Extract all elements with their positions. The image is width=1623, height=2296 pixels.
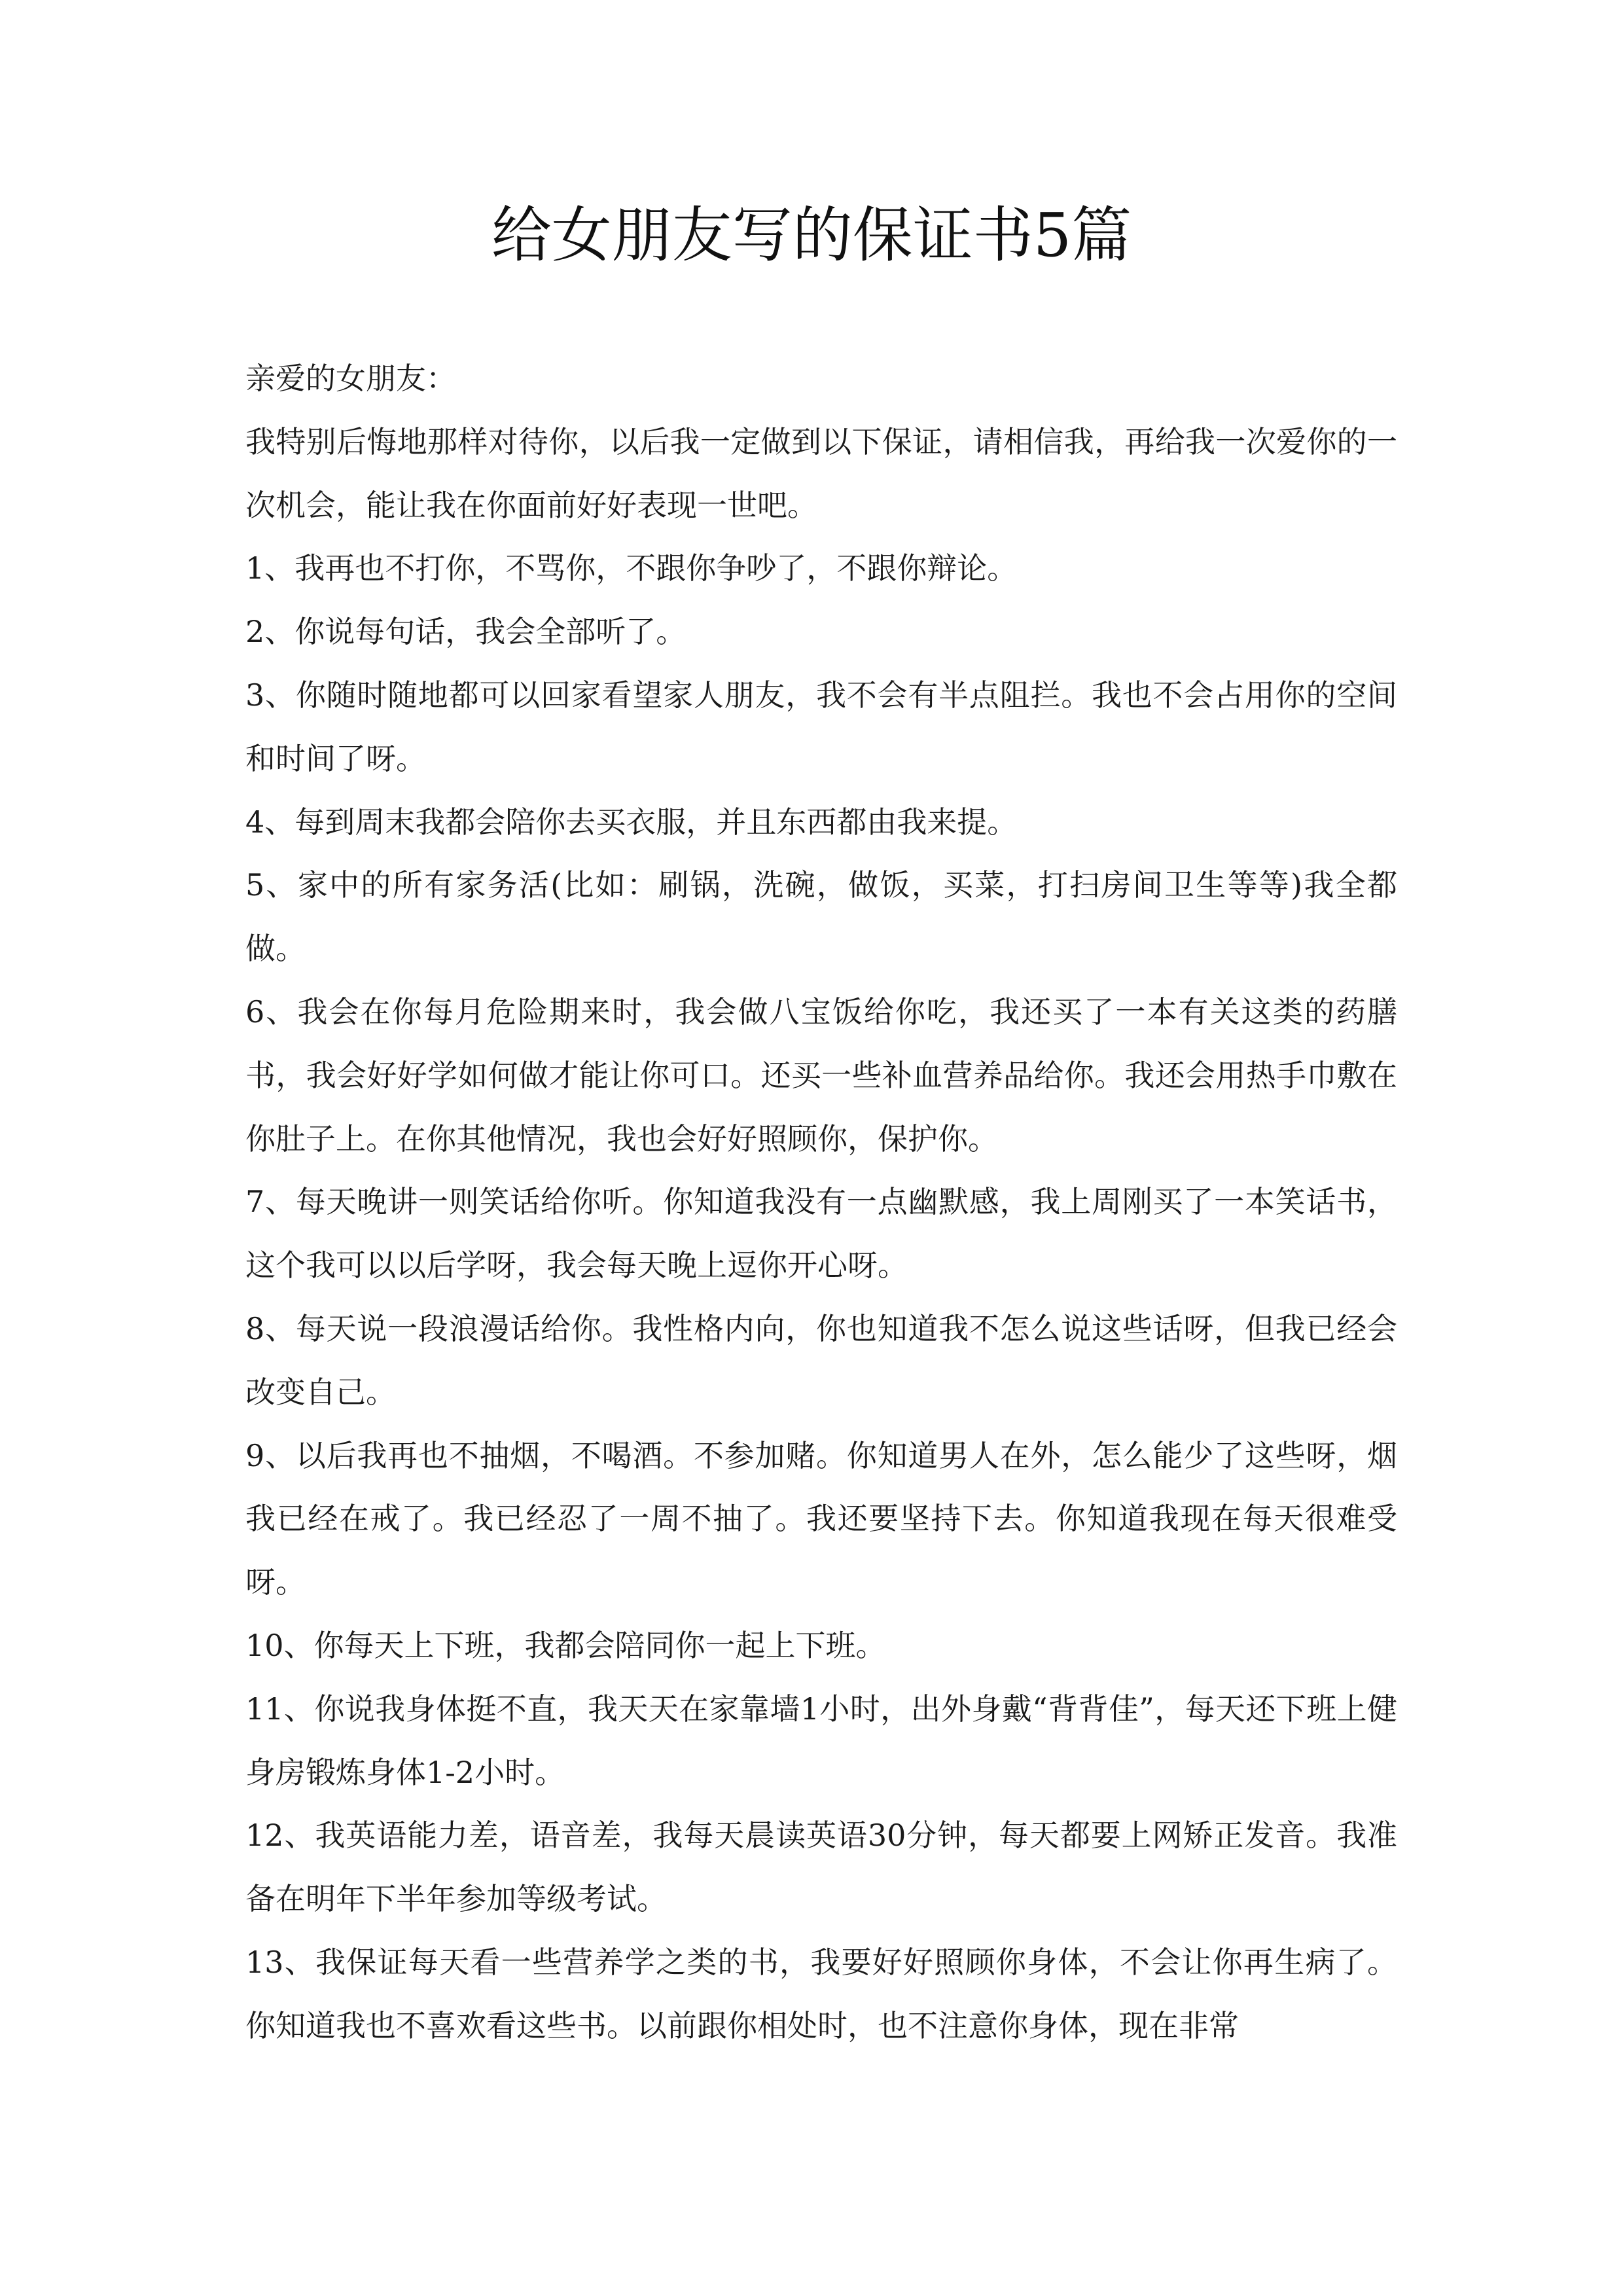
- pledge-item-4: 4、每到周末我都会陪你去买衣服，并且东西都由我来提。: [245, 804, 1018, 840]
- pledge-item-9: 9、以后我再也不抽烟，不喝酒。不参加赌。你知道男人在外，怎么能少了这些呀，烟我已经在戒了。我已经忍了一周不抽了。我还要坚持下去。你知道我现在每天很难受呀。: [245, 1437, 1397, 1600]
- pledge-item-1: 1、我再也不打你，不骂你，不跟你争吵了，不跟你辩论。: [245, 550, 1018, 586]
- pledge-item-8: 8、每天说一段浪漫话给你。我性格内向，你也知道我不怎么说这些话呀，但我已经会改变自己。: [245, 1310, 1397, 1410]
- pledge-item-2: 2、你说每句话，我会全部听了。: [245, 614, 687, 650]
- pledge-item-13: 13、我保证每天看一些营养学之类的书，我要好好照顾你身体，不会让你再生病了。你知道我也不喜欢看这些书。以前跟你相处时，也不注意你身体，现在非常: [245, 1944, 1397, 2043]
- pledge-item-6: 6、我会在你每月危险期来时，我会做八宝饭给你吃，我还买了一本有关这类的药膳书，我会好好学如何做才能让你可口。还买一些补血营养品给你。我还会用热手巾敷在你肚子上。在你其他情况，我也会好好照顾你，保护你。: [245, 994, 1397, 1157]
- pledge-item-10: 10、你每天上下班，我都会陪同你一起上下班。: [245, 1627, 886, 1663]
- pledge-item-11: 11、你说我身体挺不直，我天天在家靠墙1小时，出外身戴“背背佳”，每天还下班上健身房锻炼身体1-2小时。: [245, 1691, 1397, 1790]
- intro-paragraph: 我特别后悔地那样对待你，以后我一定做到以下保证，请相信我，再给我一次爱你的一次机会，能让我在你面前好好表现一世吧。: [245, 423, 1397, 523]
- pledge-item-5: 5、家中的所有家务活(比如：刷锅，洗碗，做饭，买菜，打扫房间卫生等等)我全都做。: [245, 867, 1397, 967]
- pledge-item-7: 7、每天晚讲一则笑话给你听。你知道我没有一点幽默感，我上周刚买了一本笑话书，这个我可以以后学呀，我会每天晚上逗你开心呀。: [245, 1184, 1397, 1283]
- greeting: 亲爱的女朋友：: [245, 361, 456, 396]
- pledge-item-3: 3、你随时随地都可以回家看望家人朋友，我不会有半点阻拦。我也不会占用你的空间和时间了呀。: [245, 677, 1397, 776]
- document-title: 给女朋友写的保证书5篇: [491, 200, 1132, 270]
- document-body: [245, 347, 1397, 2058]
- pledge-item-12: 12、我英语能力差，语音差，我每天晨读英语30分钟，每天都要上网矫正发音。我准备在明年下半年参加等级考试。: [245, 1818, 1397, 1917]
